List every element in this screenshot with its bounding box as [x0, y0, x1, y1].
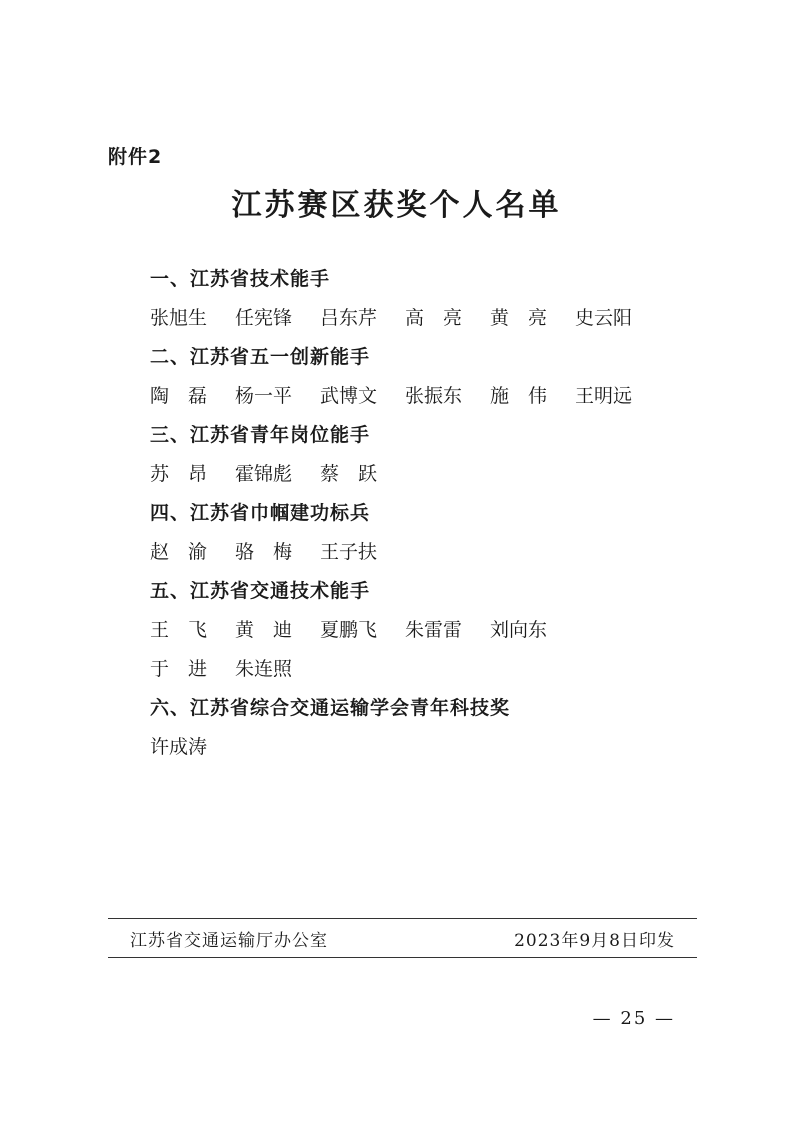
name-row [150, 531, 710, 570]
name-row [150, 609, 710, 648]
person-name: 高 亮 [405, 307, 463, 329]
section-heading: 六、江苏省综合交通运输学会青年科技奖 [150, 697, 511, 719]
footer-bottom-rule [108, 957, 697, 958]
person-name: 朱雷雷 [405, 619, 463, 641]
person-name: 赵 渝 [150, 541, 208, 563]
person-name: 史云阳 [575, 307, 633, 329]
person-name: 黄 亮 [490, 307, 548, 329]
person-name: 张旭生 [150, 307, 208, 329]
person-name: 吕东芹 [320, 307, 378, 329]
person-name: 任宪锋 [235, 307, 293, 329]
name-row [150, 375, 710, 414]
person-name: 霍锦彪 [235, 463, 293, 485]
person-name: 夏鹏飞 [320, 619, 378, 641]
section-heading: 一、江苏省技术能手 [150, 268, 331, 290]
page-title: 江苏赛区获奖个人名单 [231, 188, 562, 223]
person-name: 杨一平 [235, 385, 293, 407]
person-name: 陶 磊 [150, 385, 208, 407]
section-heading: 三、江苏省青年岗位能手 [150, 424, 371, 446]
name-row [150, 453, 710, 492]
name-row [150, 297, 710, 336]
person-name: 王明远 [575, 385, 633, 407]
person-name: 黄 迪 [235, 619, 293, 641]
person-name: 刘向东 [490, 619, 548, 641]
section-heading: 四、江苏省巾帼建功标兵 [150, 502, 371, 524]
name-row [150, 648, 710, 687]
attachment-label: 附件2 [108, 146, 163, 168]
person-name: 苏 昂 [150, 463, 208, 485]
footer-date: 2023年9月8日印发 [514, 931, 675, 951]
footer-issuer: 江苏省交通运输厅办公室 [130, 931, 328, 951]
person-name: 蔡 跃 [320, 463, 378, 485]
person-name: 施 伟 [490, 385, 548, 407]
person-name: 许成涛 [150, 736, 208, 758]
footer-top-rule [108, 918, 697, 919]
award-list [150, 258, 710, 765]
person-name: 武博文 [320, 385, 378, 407]
person-name: 张振东 [405, 385, 463, 407]
page-number: — 25 — [592, 1008, 675, 1029]
person-name: 朱连照 [235, 658, 293, 680]
person-name: 王子扶 [320, 541, 378, 563]
person-name: 王 飞 [150, 619, 208, 641]
person-name: 骆 梅 [235, 541, 293, 563]
person-name: 于 进 [150, 658, 208, 680]
name-row [150, 726, 710, 765]
section-heading: 五、江苏省交通技术能手 [150, 580, 371, 602]
section-heading: 二、江苏省五一创新能手 [150, 346, 371, 368]
